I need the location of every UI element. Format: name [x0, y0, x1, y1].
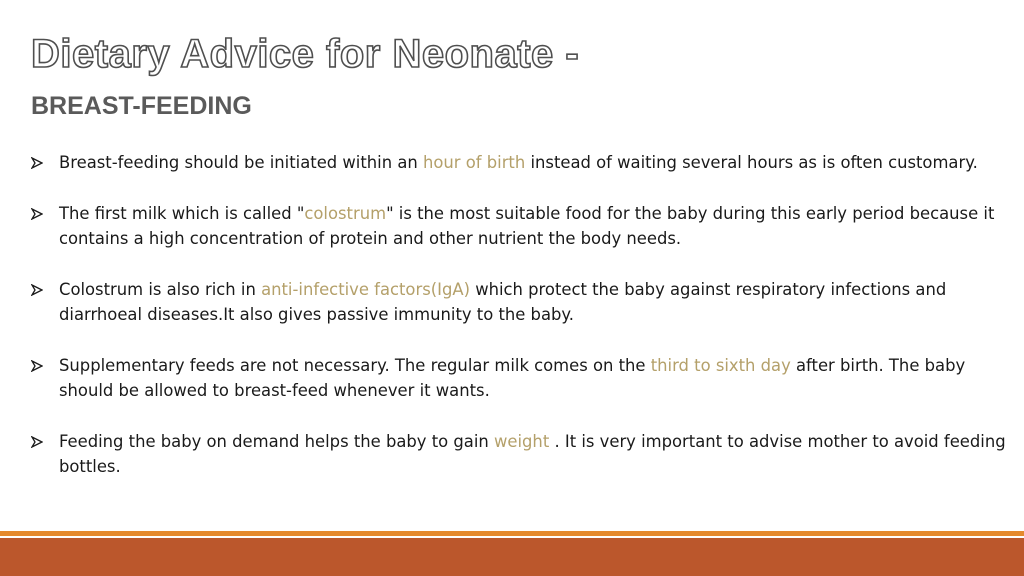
bullet-text: instead of waiting several hours as is often customary. — [525, 153, 978, 172]
bullet-highlight: weight — [493, 431, 550, 451]
bullet-text: " is the most suitable food for the baby during this early period because it contains a high concentration of protein and other nutrient the body needs. — [59, 203, 995, 248]
bullet-item — [31, 353, 1016, 404]
arrowhead-bullet-icon — [31, 284, 43, 296]
bullet-item — [31, 201, 1016, 252]
bullet-text: which protect the baby against respiratory infections and diarrhoeal diseases.It also gives passive immunity to the baby. — [59, 279, 947, 324]
bullet-text: after birth. The baby should be allowed to breast-feed whenever it wants. — [59, 355, 966, 400]
arrowhead-bullet-icon — [31, 360, 43, 372]
bullet-highlight: colostrum — [304, 203, 387, 223]
slide-title: Dietary Advice for Neonate - — [31, 32, 580, 76]
bullet-highlight: third to sixth day — [650, 355, 791, 375]
bullet-highlight: hour of birth — [422, 153, 526, 172]
slide-subtitle: BREAST-FEEDING — [31, 92, 252, 120]
arrowhead-bullet-icon — [31, 157, 43, 169]
bullet-item — [31, 150, 1016, 176]
bullet-text: Colostrum is also rich in — [59, 279, 262, 299]
arrowhead-bullet-icon — [31, 208, 43, 220]
bullet-item — [31, 429, 1016, 480]
bullet-text: . It is very important to advise mother to avoid feeding bottles. — [59, 431, 1006, 476]
bullet-text: Supplementary feeds are not necessary. The regular milk comes on the — [59, 355, 651, 375]
footer-bar — [0, 538, 1024, 576]
footer-accent-line — [0, 531, 1024, 536]
bullet-text: Breast-feeding should be initiated within an — [59, 153, 423, 172]
bullet-text: The first milk which is called " — [59, 203, 305, 223]
bullet-list — [31, 150, 1016, 505]
bullet-text: Feeding the baby on demand helps the baby to gain — [59, 431, 494, 451]
bullet-highlight: anti-infective factors(IgA) — [261, 279, 470, 299]
bullet-item — [31, 277, 1016, 328]
arrowhead-bullet-icon — [31, 436, 43, 448]
